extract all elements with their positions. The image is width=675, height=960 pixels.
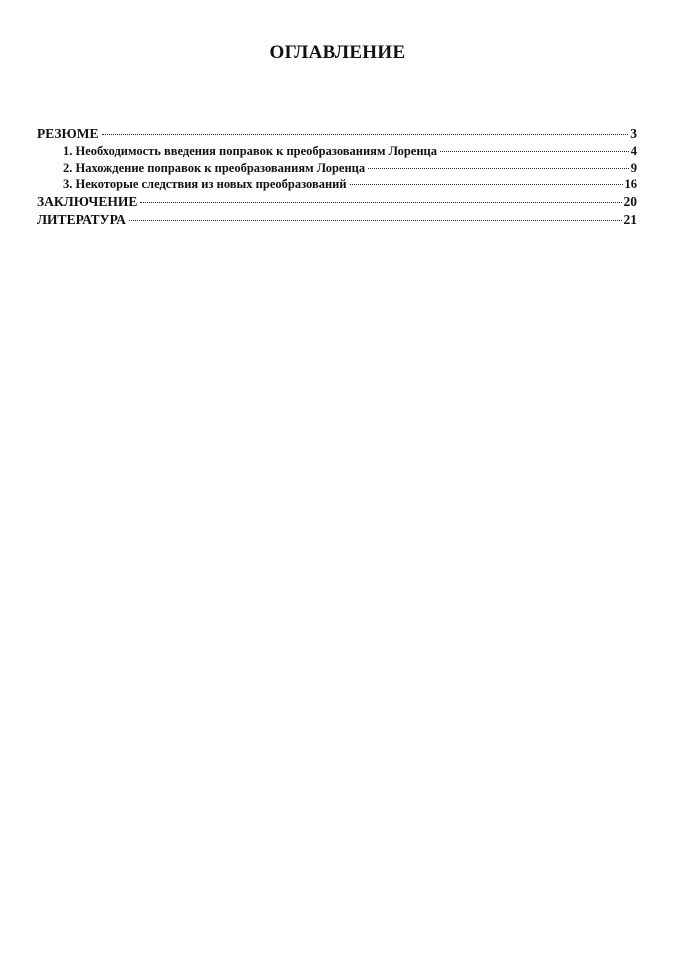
toc-entry-page: 16: [624, 177, 637, 191]
table-of-contents: [37, 125, 637, 229]
dot-leader: [129, 220, 622, 221]
toc-entry-section-2: [37, 160, 637, 177]
toc-entry-literature: [37, 211, 637, 229]
toc-entry-page: 21: [623, 211, 637, 227]
dot-leader: [102, 134, 629, 135]
toc-entry-section-1: [37, 143, 637, 160]
toc-entry-conclusion: [37, 193, 637, 211]
dot-leader: [140, 202, 621, 203]
toc-entry-label: ЛИТЕРАТУРА: [37, 211, 126, 227]
toc-entry-section-3: [37, 176, 637, 193]
dot-leader: [350, 184, 623, 185]
toc-entry-label: РЕЗЮМЕ: [37, 126, 99, 141]
toc-entry-label: ЗАКЛЮЧЕНИЕ: [37, 193, 138, 209]
toc-entry-label: 3. Некоторые следствия из новых преобразований: [63, 177, 347, 191]
toc-entry-resume: [37, 125, 637, 143]
toc-entry-page: 9: [630, 160, 637, 175]
toc-entry-page: 20: [623, 193, 637, 209]
toc-entry-label: 2. Нахождение поправок к преобразованиям Лоренца: [63, 160, 366, 175]
toc-entry-page: 3: [630, 126, 637, 141]
page-title: ОГЛАВЛЕНИЕ: [269, 42, 406, 63]
toc-entry-page: 4: [630, 144, 637, 158]
dot-leader: [368, 168, 629, 169]
dot-leader: [440, 151, 629, 152]
toc-entry-label: 1. Необходимость введения поправок к преобразованиям Лоренца: [63, 144, 437, 158]
